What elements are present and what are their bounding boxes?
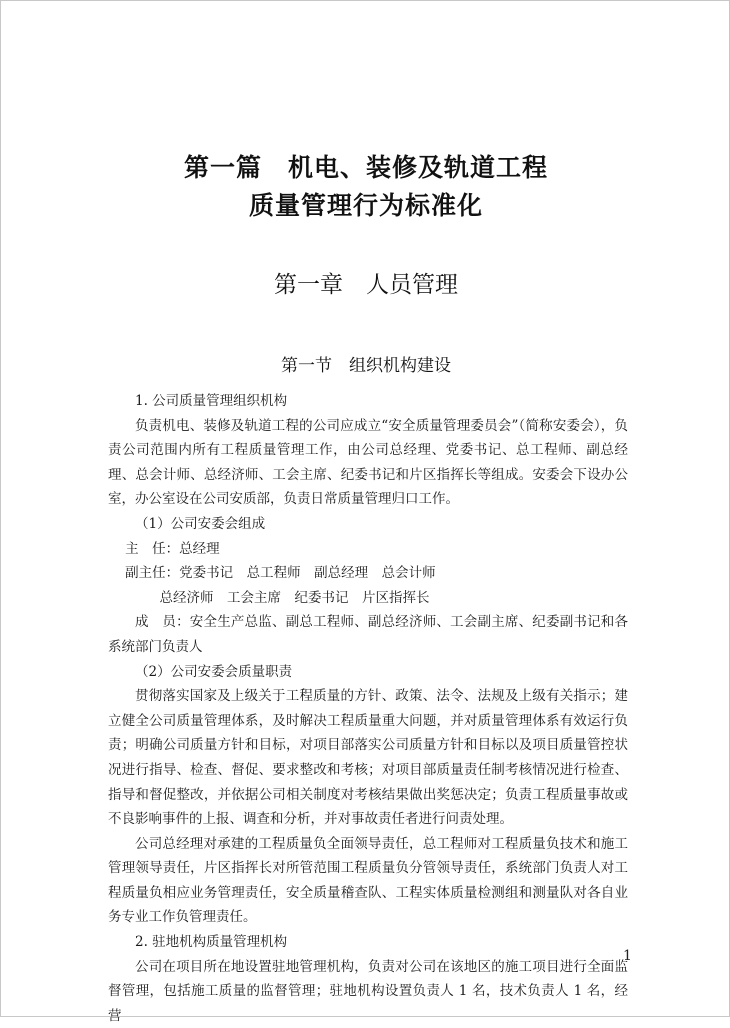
section-title: 第一节 组织机构建设 [281,356,451,376]
paragraph: 负责机电、装修及轨道工程的公司应成立“安全质量管理委员会”（简称安委会），负责公司范围内所有工程质量管理工作，由公司总经理、党委书记、总工程师、副总经理、总会计师、总经济师、工会主席、纪委书记和片区指挥长等组成。安委会下设办公室，办公室设在公司安质部，负责日常质量管理归口工作。 [108,417,628,508]
paragraph: 公司在项目所在地设置驻地管理机构，负责对公司在该地区的施工项目进行全面监督管理，包括施工质量的监督管理；驻地机构设置负责人 1 名，技术负责人 1 名，经营 [108,958,628,1024]
numbered-heading: 2. 驻地机构质量管理机构 [135,934,288,951]
part-subtitle: 质量管理行为标准化 [248,191,483,220]
paragraph: 成 员：安全生产总监、副总工程师、副总经济师、工会副主席、纪委副书记和各系统部门负责人 [108,614,628,655]
page-number: 1 [623,948,632,964]
chapter-title: 第一章 人员管理 [274,272,458,298]
sub-heading: （1）公司安委会组成 [135,515,266,532]
numbered-heading: 1. 公司质量管理组织机构 [135,393,288,409]
role-line: 主 任：总经理 [108,540,220,557]
paragraph: 贯彻落实国家及上级关于工程质量的方针、政策、法令、法规及上级有关指示；建立健全公司质量管理体系，及时解决工程质量重大问题，并对质量管理体系有效运行负责；明确公司质量方针和目标，对项目部落实公司质量方针和目标以及项目质量管控状况进行指导、检查、督促、要求整改和考核；对项目部质量责任制考核情况进行检查、指导和督促整改，并依据公司相关制度对考核结果做出奖惩决定；负责工程质量事故或不良影响事件的上报、调查和分析，并对事故责任者进行问责处理。 [108,688,628,828]
part-title: 第一篇 机电、装修及轨道工程 [183,153,548,182]
paragraph: 公司总经理对承建的工程质量负全面领导责任，总工程师对工程质量负技术和施工管理领导责任，片区指挥长对所管范围工程质量负分管领导责任，系统部门负责人对工程质量负相应业务管理责任，安全质量稽查队、工程实体质量检测组和测量队对各自业务专业工作负管理责任。 [108,835,628,926]
role-line: 总经济师 工会主席 纪委书记 片区指挥长 [108,589,430,606]
role-line: 副主任：党委书记 总工程师 副总经理 总会计师 [108,565,436,582]
body-text [108,389,628,1028]
sub-heading: （2）公司安委会质量职责 [135,663,293,680]
